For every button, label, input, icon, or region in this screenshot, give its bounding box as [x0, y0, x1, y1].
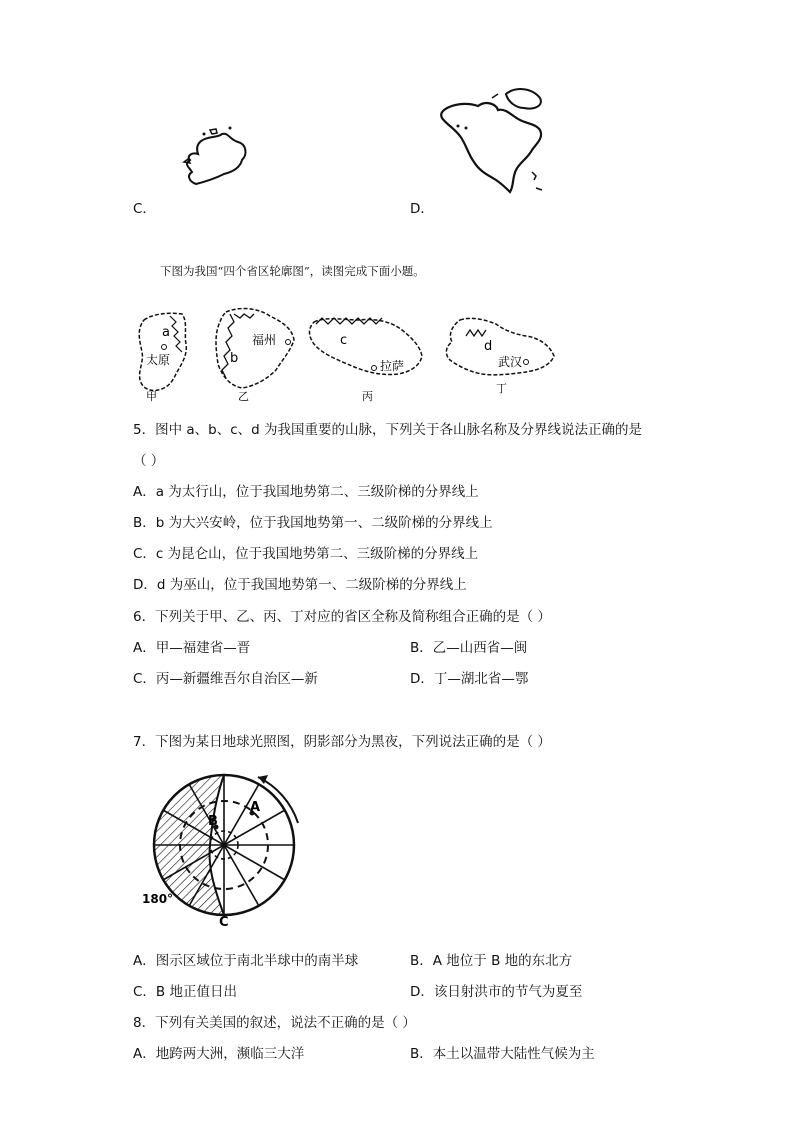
earth-illumination-diagram [140, 763, 320, 933]
q7-option-c[interactable]: C．B 地正值日出 [133, 984, 237, 1000]
option-c-label: C． [133, 201, 156, 217]
city-fuzhou-label: 福州 [252, 333, 277, 347]
city-taiyuan-label: 太原 [146, 353, 171, 367]
mountain-d-label: d [484, 339, 493, 354]
city-lasa-label: 拉萨 [380, 359, 405, 373]
longitude-180-label: 180° [142, 892, 174, 906]
map-section-intro: 下图为我国“四个省区轮廓图”，读图完成下面小题。 [160, 264, 425, 278]
q6-option-b[interactable]: B．乙—山西省—闽 [410, 640, 528, 656]
q5-stem: 5．图中 a、b、c、d 为我国重要的山脉，下列关于各山脉名称及分界线说法正确的是 [133, 422, 643, 438]
q7-stem: 7．下图为某日地球光照图，阴影部分为黑夜，下列说法正确的是（ ） [133, 734, 551, 750]
q8-option-a[interactable]: A．地跨两大洲，濒临三大洋 [133, 1046, 305, 1062]
q7-option-b[interactable]: B．A 地位于 B 地的东北方 [410, 953, 573, 969]
q5-option-a[interactable]: A．a 为太行山，位于我国地势第二、三级阶梯的分界线上 [133, 484, 479, 500]
q5-option-b[interactable]: B．b 为大兴安岭，位于我国地势第一、二级阶梯的分界线上 [133, 515, 493, 531]
q5-option-d[interactable]: D．d 为巫山，位于我国地势第一、二级阶梯的分界线上 [133, 577, 467, 593]
q6-option-a[interactable]: A．甲—福建省—晋 [133, 640, 251, 656]
mountain-a-label: a [162, 325, 170, 340]
q8-option-b[interactable]: B．本土以温带大陆性气候为主 [410, 1046, 595, 1062]
q7-option-d[interactable]: D．该日射洪市的节气为夏至 [410, 984, 583, 1000]
point-b-label: B [208, 814, 218, 829]
caption-jia: 甲 [146, 390, 157, 403]
q5-bracket: （ ） [133, 453, 165, 469]
province-outline-figure [130, 300, 570, 410]
caption-bing: 丙 [362, 390, 373, 403]
mountain-b-label: b [230, 351, 239, 366]
caption-ding: 丁 [496, 382, 507, 395]
mountain-c-label: c [340, 333, 348, 348]
city-wuhan-label: 武汉 [498, 355, 523, 369]
point-a-label: A [250, 800, 261, 815]
point-c-label: C [219, 915, 229, 930]
option-d-label: D． [410, 201, 434, 217]
option-c-map [170, 120, 260, 200]
q7-option-a[interactable]: A．图示区域位于南北半球中的南半球 [133, 953, 359, 969]
caption-yi: 乙 [238, 390, 249, 403]
option-d-map [436, 80, 556, 210]
q6-option-c[interactable]: C．丙—新疆维吾尔自治区—新 [133, 671, 318, 687]
q5-option-c[interactable]: C．c 为昆仑山，位于我国地势第二、三级阶梯的分界线上 [133, 546, 479, 562]
q6-option-d[interactable]: D．丁—湖北省—鄂 [410, 671, 529, 687]
q6-stem: 6．下列关于甲、乙、丙、丁对应的省区全称及简称组合正确的是（ ） [133, 609, 551, 625]
q8-stem: 8．下列有关美国的叙述，说法不正确的是（ ） [133, 1015, 416, 1031]
